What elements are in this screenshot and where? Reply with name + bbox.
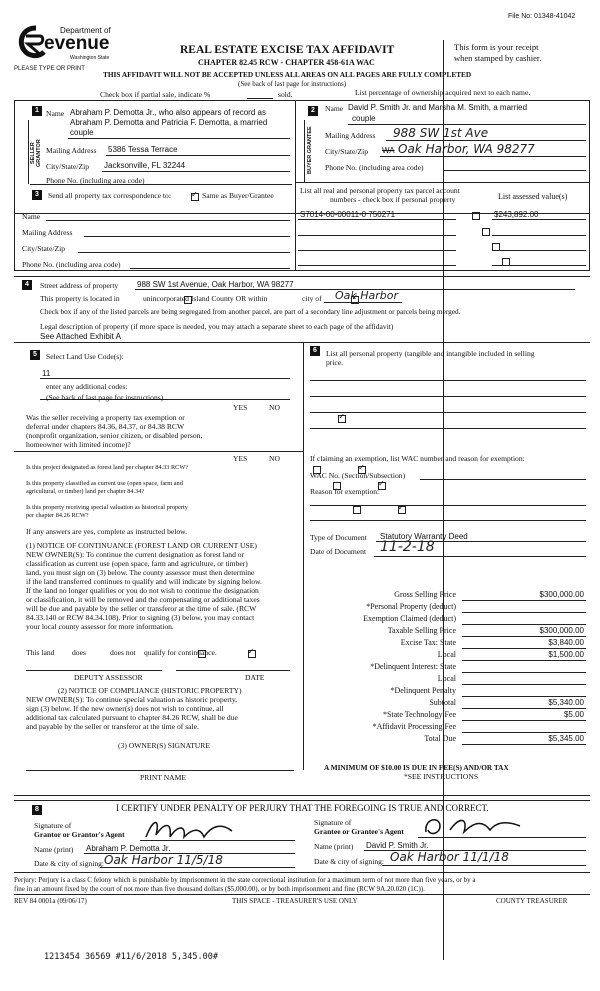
parcel-number: S7014-00-00011-0 750271 [300,210,396,219]
parcel-list-header-line1: List all real and personal property tax parcel account [300,186,460,195]
tax-row-label: *Personal Property (deduct) [366,602,456,611]
unincorporated-label: unincorporated Island County OR within [143,294,268,303]
send-correspondence-label: Send all property tax correspondence to: [48,191,171,200]
grantor-name-value: Abraham P. Demotta Jr. [86,844,171,853]
grantee-date-label: Date & city of signing: [314,857,385,866]
partial-sale-label: Check box if partial sale, indicate % [100,90,211,99]
legal-description-label: Legal description of property (if more space is needed, you may attach a separate sheet to each page of the affidavit) [40,322,394,331]
notice1-line: if the land transferred continues to qualify and will indicate by signing below. [26,577,262,586]
exemption-question-line1: Was the seller receiving a property tax exemption or [26,413,185,422]
same-as-buyer-label: Same as Buyer/Grantee [202,191,274,200]
please-type-print: PLEASE TYPE OR PRINT [14,66,85,72]
grantor-signature[interactable] [142,815,242,843]
certification-section-number: 8 [32,805,42,815]
seller-side-label: SELLER GRANTOR [30,139,42,167]
yes-header-2: YES [233,454,248,463]
claiming-exemption-label: If claiming an exemption, list WAC number and reason for exemption: [310,454,525,463]
seller-phone-label: Phone No. (including area code) [46,176,145,185]
notice2-line: and payable by the seller or transferor at the time of sale. [26,722,199,731]
see-back-note: (See back of last page for instructions) [238,80,347,88]
segregated-label: Check box if any of the listed parcels are being segregated from another parcel, are part of a secondary line adjustment or parcels being merged. [40,307,461,316]
grantor-date-value: Oak Harbor 11/5/18 [104,853,223,867]
does-not-label: does not [110,648,136,657]
seller-section-number: 1 [32,106,42,116]
grantor-date-label: Date & city of signing: [34,859,105,868]
land-use-label: Select Land Use Code(s): [46,352,124,361]
notice2-line: NEW OWNER(S): To continue special valuation as historic property, [26,695,238,704]
parcel-personal-checkbox-2[interactable] [482,228,490,236]
buyer-city-value: Oak Harbor, WA 98277 [398,142,535,156]
tax-row-value: $5,345.00 [548,734,584,743]
buyer-mail-label: Mailing Address [325,131,376,140]
document-type-value: Statutory Warranty Deed [380,532,468,541]
tax-row-value: $5.00 [563,710,584,719]
revision-code: REV 84 0001a (09/06/17) [14,897,87,905]
grantee-agent-label: Grantee or Grantee's Agent [314,827,404,836]
located-label: This property is located in [40,294,120,303]
any-yes-note: If any answers are yes, complete as instructed below. [26,527,188,536]
exemption-question-line4: homeowner with limited income)? [26,440,131,449]
agency-name-line2: evenue [44,33,110,54]
seller-name-line2: Abraham P. Demotta and Patricia F. Demotta, a married [70,118,268,127]
buyer-side-label: BUYER GRANTEE [307,126,313,174]
exemption-no-checkbox[interactable] [338,415,346,423]
form-subtitle: CHAPTER 82.45 RCW - CHAPTER 458-61A WAC [198,58,375,67]
minimum-fee-note: A MINIMUM OF $10.00 IS DUE IN FEE(S) AND/OR TAX [324,763,509,772]
land-use-see-back: (See back of last page for instructions) [46,393,164,402]
notice2-line: additional tax calculated pursuant to chapter 84.26 RCW, shall be due [26,713,238,722]
cashier-stamp: 1213454 36569 #11/6/2018 5,345.00# [44,952,218,962]
grantor-name-label: Name (print) [34,845,74,854]
notice1-line: will be due and payable by the seller or transferor at the time of sale. (RCW [26,604,257,613]
receipt-note-line2: when stamped by cashier. [454,53,542,63]
forest-land-question: Is this project designated as forest land per chapter 84.33 RCW? [26,464,189,471]
tax-row-label: Local [437,674,456,683]
seller-name-label: Name [46,109,65,118]
print-name-label: PRINT NAME [140,773,187,782]
seller-city-value: Jacksonville, FL 32244 [104,161,186,170]
no-header-2: NO [269,454,280,463]
buyer-city-label: City/State/Zip [325,147,369,156]
land-does-not-checkbox[interactable] [248,650,256,658]
treasurer-space-label: THIS SPACE - TREASURER'S USE ONLY [232,897,358,905]
assessed-value-header: List assessed value(s) [498,192,568,201]
corr-name-label: Name [22,212,41,221]
tax-row-label: *State Technology Fee [382,710,456,719]
grantor-agent-label: Grantor or Grantor's Agent [34,830,125,839]
form-title: REAL ESTATE EXCISE TAX AFFIDAVIT [180,44,395,56]
property-section-number: 4 [22,280,32,290]
historic-no-checkbox[interactable] [398,506,406,514]
grantee-name-value: David P. Smith Jr. [366,841,429,850]
owner-signature-label: (3) OWNER(S) SIGNATURE [118,741,210,750]
land-use-code: 11 [42,369,51,378]
parcel-list-header-line2: numbers - check box if personal property [330,195,456,204]
sold-label: sold. [278,90,293,99]
current-use-question-line1: Is this property classified as current use (open space, farm and [26,480,183,487]
corr-phone-label: Phone No. (including area code) [22,260,121,269]
legal-description-value: See Attached Exhibit A [40,332,121,341]
seller-city-label: City/State/Zip [46,162,90,171]
notice2-title: (2) NOTICE OF COMPLIANCE (HISTORIC PROPERTY) [58,686,242,695]
document-date-value: 11-2-18 [380,539,435,555]
notice1-title: (1) NOTICE OF CONTINUANCE (FOREST LAND OR CURRENT USE) [26,541,257,550]
tax-row-value: $1,500.00 [548,650,584,659]
perjury-line2: fine in an amount fixed by the court of not more than five thousand dollars ($5,000.00), or by both imprisonment and fine (RCW 9A.20.020 (1C)). [14,885,425,893]
see-instructions: *SEE INSTRUCTIONS [404,772,479,781]
tax-row-value: $300,000.00 [539,590,584,599]
tax-row-label: Excise Tax: State [400,638,456,647]
file-number: File No: 01348-41042 [508,13,576,20]
notice1-line: classification as current use (open space, farm and agriculture, or timber) [26,559,248,568]
city-of-value: Oak Harbor [335,289,399,302]
tax-row-label: Gross Selling Price [394,590,456,599]
county-treasurer-label: COUNTY TREASURER [496,897,568,905]
historic-question-line2: per chapter 84.26 RCW? [26,512,89,519]
grantee-signature-of: Signature of [314,818,352,827]
buyer-phone-label: Phone No. (including area code) [325,163,424,172]
certification-statement: I CERTIFY UNDER PENALTY OF PERJURY THAT THE FOREGOING IS TRUE AND CORRECT. [116,803,489,813]
tax-row-label: *Delinquent Interest: State [370,662,456,671]
exemption-question-line2: deferral under chapters 84.36, 84.37, or 84.38 RCW [26,422,185,431]
no-header-1: NO [269,403,280,412]
reason-label: Reason for exemption: [310,487,380,496]
historic-question-line1: Is this property receiving special valuation as historical property [26,504,188,511]
correspondence-section-number: 3 [32,190,42,200]
grantee-signature[interactable] [420,812,530,840]
agency-name-line1: Department of [60,26,111,35]
tax-row-label: Taxable Selling Price [387,626,456,635]
notice1-line: NEW OWNER(S): To continue the current designation as forest land or [26,550,245,559]
assessed-value: $243,892.00 [494,210,539,219]
document-type-label: Type of Document [310,533,367,542]
tax-row-label: Subtotal [429,698,456,707]
seller-name-line3: couple [70,128,94,137]
notice1-line: your local county assessor for more information. [26,622,174,631]
deputy-assessor-label: DEPUTY ASSESSOR [74,673,143,682]
assessor-date-label: DATE [245,673,265,682]
tax-row-label: *Delinquent Penalty [390,686,456,695]
document-date-label: Date of Document [310,547,367,556]
does-label: does [72,648,86,657]
notice1-line: land, you must sign on (3) below. The county assessor must then determine [26,568,255,577]
additional-codes-label: enter any additional codes: [46,382,128,391]
buyer-name-line2: couple [352,114,376,123]
tax-row-label: Exemption Claimed (deduct) [363,614,456,623]
grantee-date-value: Oak Harbor 11/1/18 [390,850,509,864]
buyer-mail-value: 988 SW 1st Ave [393,126,489,140]
ownership-note: List percentage of ownership acquired next to each name. [355,88,531,97]
tax-row-value: $3,840.00 [548,638,584,647]
notice1-line: 84.33.140 or RCW 84.34.108). Prior to signing (3) below, you may contact [26,613,255,622]
personal-property-section-number: 6 [310,346,320,356]
tax-row-value: $300,000.00 [539,626,584,635]
receipt-note-line1: This form is your receipt [454,42,539,52]
same-as-buyer-checkbox[interactable] [191,193,199,201]
notice1-line: or classification, it will be removed and the compensating or additional taxes [26,595,260,604]
seller-name-line1: Abraham P. Demotta Jr., who also appears of record as [70,108,266,117]
buyer-name-line1: David P. Smith Jr. and Marsha M. Smith, a married [348,103,528,112]
tax-row-label: Local [437,650,456,659]
wac-label: WAC No. (Section/Subsection) [310,471,406,480]
perjury-line1: Perjury: Perjury is a class C felony which is punishable by imprisonment in the state correctional institution for a maximum term of not more than five years, or by a [14,876,476,884]
buyer-section-number: 2 [308,106,318,116]
qualify-label: qualify for continuance. [144,648,217,657]
this-land-label: This land [26,648,55,657]
yes-header-1: YES [233,403,248,412]
tax-row-value: $5,340.00 [548,698,584,707]
buyer-city-prefix: WA [382,146,395,155]
seller-mail-value: 5386 Tessa Terrace [108,145,178,154]
corr-mail-label: Mailing Address [22,228,73,237]
street-address-value: 988 SW 1st Avenue, Oak Harbor, WA 98277 [137,280,294,289]
buyer-name-label: Name [325,104,344,113]
grantee-name-label: Name (print) [314,842,354,851]
notice1-line: If the land no longer qualifies or you do not wish to continue the designation [26,586,259,595]
land-use-section-number: 5 [30,350,40,360]
grantor-signature-of: Signature of [34,821,72,830]
agency-name-line3: Washington State [70,55,110,61]
historic-yes-checkbox[interactable] [353,506,361,514]
tax-row-label: Total Due [424,734,456,743]
exemption-question-line3: (nonprofit organization, senior citizen, or disabled person, [26,431,203,440]
seller-mail-label: Mailing Address [46,146,97,155]
current-use-question-line2: agricultural, or timber) land per chapter 84.34? [26,488,145,495]
street-address-label: Street address of property [40,281,119,290]
parcel-personal-checkbox-1[interactable] [472,212,480,220]
city-of-label: city of [302,294,322,303]
warning-text: THIS AFFIDAVIT WILL NOT BE ACCEPTED UNLESS ALL AREAS ON ALL PAGES ARE FULLY COMPLETED [103,70,472,79]
tax-row-label: *Affidavit Processing Fee [372,722,456,731]
personal-property-label-line2: price. [326,358,344,367]
corr-city-label: City/State/Zip [22,244,66,253]
personal-property-label-line1: List all personal property (tangible and intangible included in selling [326,349,535,358]
notice2-line: sign (3) below. If the new owner(s) does not wish to continue, all [26,704,224,713]
